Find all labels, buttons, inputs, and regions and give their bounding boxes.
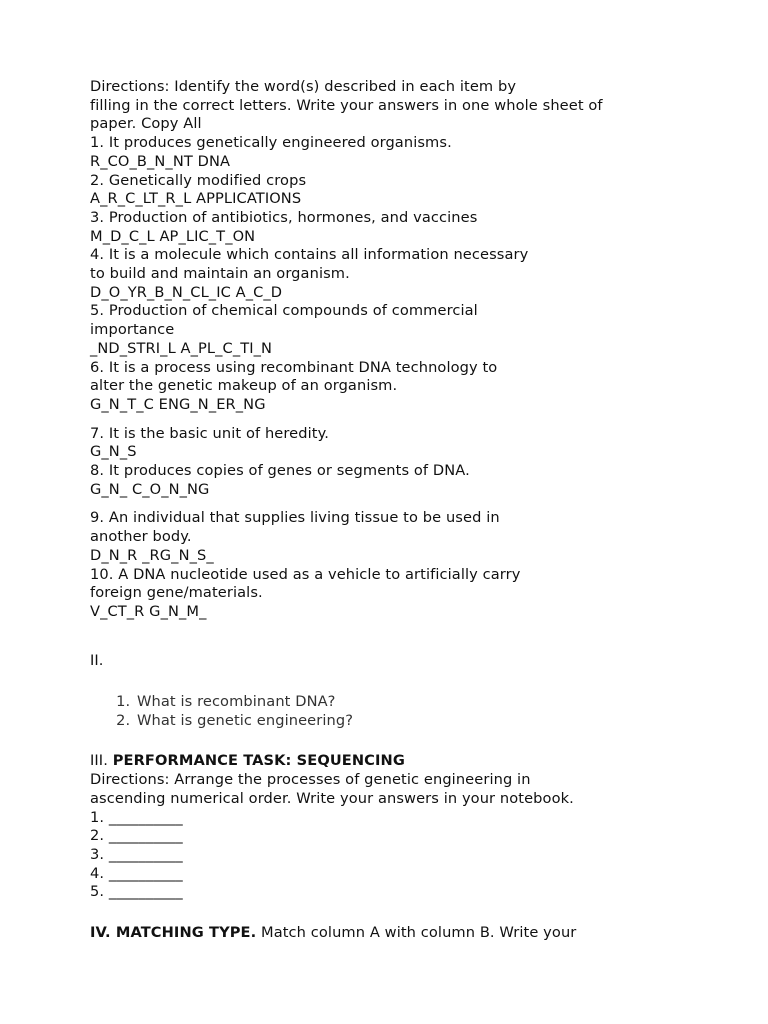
item-line: 8. It produces copies of genes or segments of DNA. [90,462,470,480]
item-line: D_N_R _RG_N_S_ [90,546,214,564]
item-line: 6. It is a process using recombinant DNA technology to [90,358,498,376]
item-line: another body. [90,528,192,546]
part4-section [90,924,730,943]
item-line: 5. Production of chemical compounds of commercial [90,302,478,320]
question-item: 1. What is recombinant DNA? [135,692,730,711]
item-line: to build and maintain an organism. [90,265,350,283]
item-line: M_D_C_L AP_LIC_T_ON [90,227,256,245]
item-line: importance [90,321,175,339]
item-line: 1. It produces genetically engineered organisms. [90,134,452,152]
item-line: G_N_ C_O_N_NG [90,480,210,498]
part1-items-group-3 [90,509,730,621]
answer-blank: 3. __________ [90,845,183,863]
item-line: 9. An individual that supplies living tissue to be used in [90,509,500,527]
part3-title: PERFORMANCE TASK: SEQUENCING [112,752,405,770]
item-line: 2. Genetically modified crops [90,171,307,189]
directions-line: Directions: Identify the word(s) described in each item by [90,78,517,95]
directions-line: paper. Copy All [90,115,202,133]
part2-question-list [90,692,730,730]
directions-line: filling in the correct letters. Write your answers in one whole sheet of [90,96,603,114]
part1-items-group-1 [90,134,730,415]
answer-blank: 2. __________ [90,827,183,845]
part3-section [90,752,730,902]
directions-line: Directions: Arrange the processes of genetic engineering in [90,771,531,789]
part1-directions [90,78,730,134]
item-line: 4. It is a molecule which contains all information necessary [90,246,529,264]
directions-line: ascending numerical order. Write your answers in your notebook. [90,789,574,807]
item-line: V_CT_R G_N_M_ [90,602,207,620]
worksheet-page [90,78,730,943]
part3-label: III. [90,752,113,770]
answer-blank: 5. __________ [90,883,183,901]
item-line: D_O_YR_B_N_CL_IC A_C_D [90,283,283,301]
item-line: G_N_S [90,443,137,461]
answer-blank: 4. __________ [90,864,183,882]
part2-section [90,652,730,731]
item-line: 7. It is the basic unit of heredity. [90,424,329,442]
item-line: 10. A DNA nucleotide used as a vehicle to artificially carry [90,565,521,583]
part3-heading [90,752,730,771]
item-line: R_CO_B_N_NT DNA [90,152,231,170]
item-line: alter the genetic makeup of an organism. [90,377,398,395]
item-line: A_R_C_LT_R_L APPLICATIONS [90,190,302,208]
part4-text: Match column A with column B. Write your [256,924,577,942]
question-item: 2. What is genetic engineering? [135,711,730,730]
part1-items-group-2 [90,425,730,500]
part4-heading [90,924,730,943]
item-line: _ND_STRI_L A_PL_C_TI_N [90,339,273,357]
item-line: G_N_T_C ENG_N_ER_NG [90,395,266,413]
part4-title: IV. MATCHING TYPE. [90,924,257,942]
answer-blank: 1. __________ [90,808,183,826]
item-line: 3. Production of antibiotics, hormones, and vaccines [90,208,478,226]
part2-label: II. [90,651,104,669]
item-line: foreign gene/materials. [90,584,263,602]
